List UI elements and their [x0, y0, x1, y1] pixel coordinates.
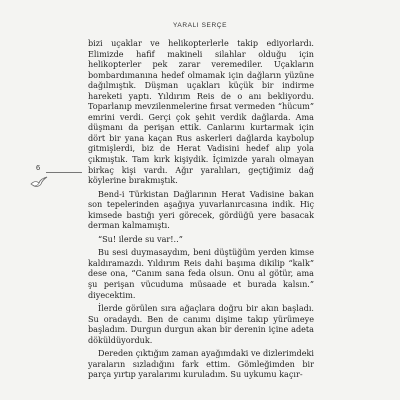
bird-icon — [30, 175, 48, 189]
paragraph: İlerde görülen sıra ağaçlara doğru bir akın başladı. Su oradaydı. Ben de canımı dişime takıp yürümeye başladım. Durgun durgun akan bir derenin içine adeta döküldüyorduk. — [88, 303, 314, 345]
margin-marker — [28, 163, 84, 193]
paragraph: Dereden çıktığım zaman ayağımdaki ve dizlerimdeki yaraların sızladığını fark ettim. Gömleğimden bir parça yırtıp yaralarımı kuruladım. Su uykumu kaçır- — [88, 348, 314, 380]
margin-rule — [46, 172, 82, 173]
paragraph: “Su! ilerde su var!..” — [98, 233, 183, 244]
body-text — [88, 38, 314, 380]
paragraph: Bend-i Türkistan Dağlarının Herat Vadisine bakan son tepelerinden aşağıya yuvarlanırcasına indik. Hiç kimsede bastığı yeri görecek, gördüğü yere basacak derman kalmamıştı. — [88, 188, 314, 231]
paragraph: Bu sesi duymasaydım, beni düştüğüm yerden kimse kaldıramazdı. Yıldırım Reis dahi başıma dikilip “kalk” dese ona, “Canım sana feda olsun. Onu al götür, ama şu perişan vücuduma müsaade et burada kalsın.” diyecektim. — [88, 247, 314, 300]
paragraph: bizi uçaklar ve helikopterlerle takip ediyorlardı. Elimizde hafif makineli silahlar olduğu için helikopterler pek zarar veremediler. Uçakların bombardımanına hedef olmamak için dağların yüzüne dağılmıştık. Düşman uçakları küçük bir indirme hareketi yaptı. Yıldırım Reis de o anı bekliyordu. Toparlanıp mevzilenmelerine fırsat vermeden “hücum” emrini verdi. Gerçi çok şehit verdik dağlarda. Ama düşmanı da perişan ettik. Canlarını kurtarmak için dört bir yana kaçan Rus askerleri dağlarda kaybolup gitmişlerdi, biz de Herat Vadisini hedef alıp yola çıkmıştık. Tam kırk kişiydik. İçimizde yaralı olmayan birkaç kişi vardı. Ağır yaralıları, geçtiğimiz dağ köylerine bırakmıştık. — [88, 38, 314, 186]
page-number: 6 — [36, 163, 41, 172]
running-header: YARALI SERÇE — [172, 22, 228, 29]
